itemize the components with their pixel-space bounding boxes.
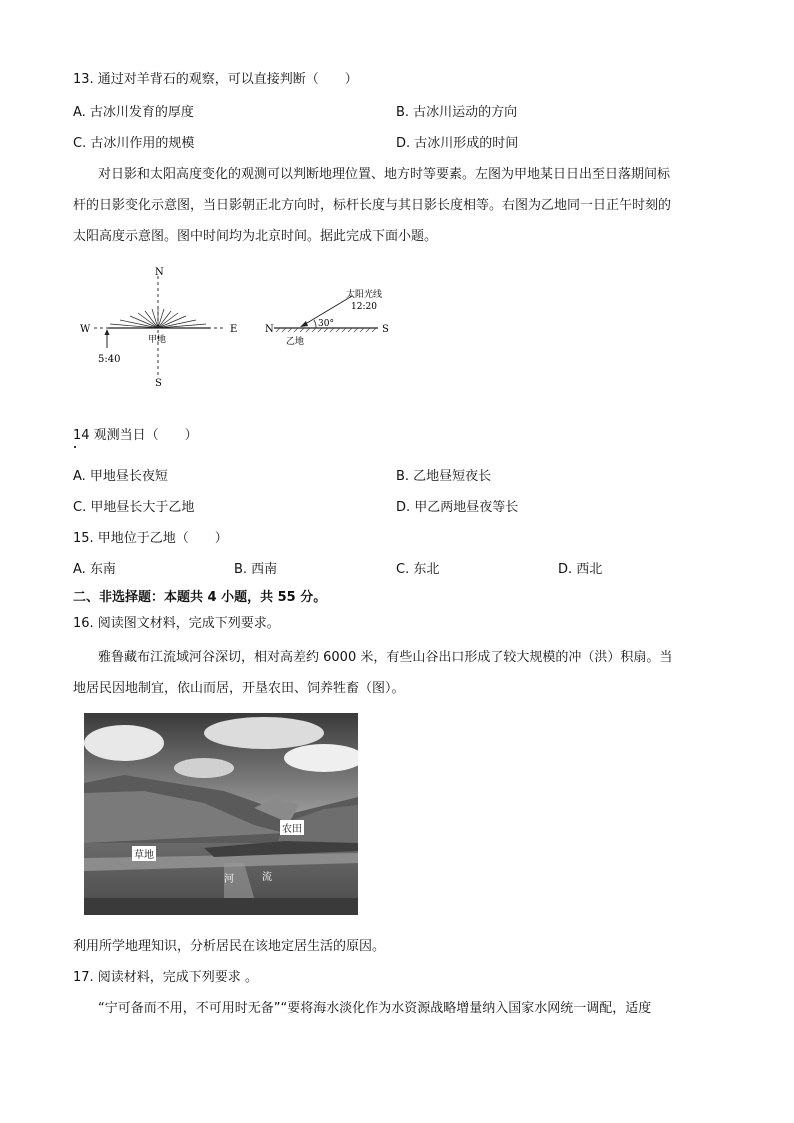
- q13-option-d: D. 古冰川形成的时间: [396, 136, 519, 151]
- valley-photo-drawing: [84, 713, 358, 915]
- north-label: N: [155, 267, 164, 278]
- q15-option-d: D. 西北: [558, 562, 603, 577]
- time-arrow-head: [105, 329, 110, 335]
- section-heading: 二、非选择题：本题共 4 小题，共 55 分。: [73, 590, 327, 605]
- q16-para-1: 雅鲁藏布江流域河谷深切，相对高差约 6000 米，有些山谷出口形成了较大规模的冲（洪）积扇。当: [98, 650, 673, 665]
- place-jia-label: 甲地: [148, 335, 167, 345]
- right-diagram: [265, 288, 389, 347]
- south-label: S: [155, 378, 162, 389]
- valley-photo: [84, 713, 358, 915]
- time-label-right: 12:20: [351, 302, 377, 312]
- label-grassland: 草地: [132, 846, 156, 861]
- place-yi-label: 乙地: [286, 337, 305, 347]
- sun-ray-arrowhead: [300, 321, 308, 327]
- west-label: W: [80, 324, 91, 335]
- north-label-right: N: [265, 324, 274, 335]
- q15-option-a: A. 东南: [73, 562, 116, 577]
- east-label: E: [230, 324, 238, 335]
- material-line-3: 太阳高度示意图。图中时间均为北京时间。据此完成下面小题。: [73, 229, 438, 244]
- time-label-left: 5:40: [98, 354, 121, 365]
- q14-stem: 14 观测当日（ ）: [73, 428, 198, 443]
- q16-stem: 16. 阅读图文材料，完成下列要求。: [73, 616, 280, 631]
- q16-task: 利用所学地理知识，分析居民在该地定居生活的原因。: [73, 939, 386, 954]
- angle-label: 30°: [318, 319, 334, 329]
- q13-option-b: B. 古冰川运动的方向: [396, 105, 518, 120]
- q17-stem: 17. 阅读材料，完成下列要求 。: [73, 970, 258, 985]
- sun-ray-label: 太阳光线: [346, 290, 383, 300]
- q16-para-2: 地居民因地制宜，依山而居，开垦农田、饲养牲畜（图）。: [73, 681, 405, 696]
- sun-shadow-figure: [70, 262, 410, 392]
- q13-option-a: A. 古冰川发育的厚度: [73, 105, 194, 120]
- stray-dot: [74, 446, 76, 448]
- q14-option-d: D. 甲乙两地昼夜等长: [396, 500, 519, 515]
- material-line-2: 杆的日影变化示意图，当日影朝正北方向时，标杆长度与其日影长度相等。右图为乙地同一日正午时刻的: [73, 198, 672, 213]
- south-label-right: S: [382, 324, 389, 335]
- q13-option-c: C. 古冰川作用的规模: [73, 136, 195, 151]
- q14-option-a: A. 甲地昼长夜短: [73, 469, 168, 484]
- q15-option-b: B. 西南: [234, 562, 278, 577]
- q15-option-c: C. 东北: [396, 562, 440, 577]
- label-farmland: 农田: [280, 820, 304, 835]
- label-river-2: 流: [262, 872, 272, 883]
- label-river-1: 河: [224, 874, 234, 885]
- q15-stem: 15. 甲地位于乙地（ ）: [73, 531, 228, 546]
- angle-arc: [314, 320, 316, 328]
- shadow-fan: [110, 308, 206, 328]
- q14-option-c: C. 甲地昼长大于乙地: [73, 500, 195, 515]
- material-line-1: 对日影和太阳高度变化的观测可以判断地理位置、地方时等要素。左图为甲地某日日出至日落期间标: [98, 167, 671, 182]
- left-diagram: [80, 267, 237, 389]
- q14-option-b: B. 乙地昼短夜长: [396, 469, 492, 484]
- q13-stem: 13. 通过对羊背石的观察，可以直接判断（ ）: [73, 72, 358, 87]
- q17-para-1: “宁可备而不用，不可用时无备”“要将海水淡化作为水资源战略增量纳入国家水网统一调配，适度: [98, 1001, 652, 1016]
